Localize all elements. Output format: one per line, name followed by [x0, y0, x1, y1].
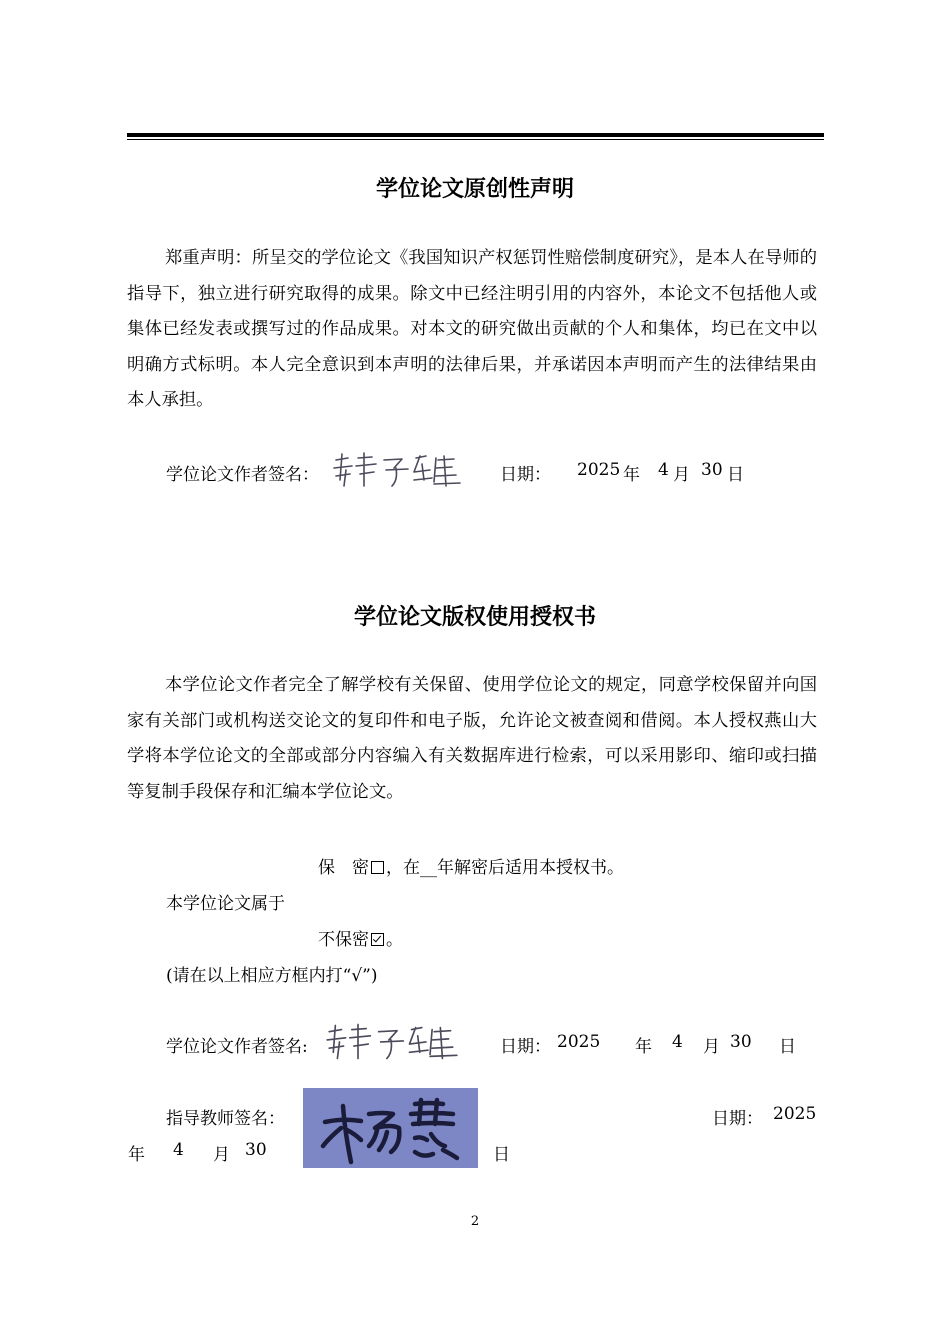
option-public-label: 不保密: [318, 930, 369, 950]
option-public: [318, 925, 403, 950]
authorization-author-signature: [323, 1020, 463, 1066]
authorization-month-unit: 月: [703, 1037, 720, 1057]
declaration-day: 30: [701, 460, 723, 480]
header-rule-thick: [127, 133, 824, 137]
authorization-author-label: 学位论文作者签名:: [166, 1037, 308, 1057]
authorization-year: 2025: [557, 1032, 601, 1052]
authorization-year-unit: 年: [635, 1037, 652, 1057]
check-instruction: (请在以上相应方框内打“√”): [166, 966, 378, 986]
declaration-year: 2025: [577, 460, 621, 480]
declaration-title: 学位论文原创性声明: [375, 177, 574, 202]
advisor-date-label: 日期：: [712, 1109, 763, 1129]
secret-checkbox[interactable]: [371, 861, 384, 874]
header-rule-thin: [127, 139, 824, 140]
authorization-month: 4: [672, 1032, 683, 1052]
advisor-label: 指导教师签名：: [166, 1109, 285, 1129]
declaration-body: 郑重声明：所呈交的学位论文《我国知识产权惩罚性赔偿制度研究》，是本人在导师的指导下，独立进行研究取得的成果。除文中已经注明引用的内容外，本论文不包括他人或集体已经发表或撰写过的作品成果。对本文的研究做出贡献的个人和集体，均已在文中以明确方式标明。本人完全意识到本声明的法律后果，并承诺因本声明而产生的法律结果由本人承担。: [127, 248, 817, 410]
authorization-date-label: 日期：: [500, 1037, 551, 1057]
option-secret: [318, 853, 624, 878]
declaration-author-label: 学位论文作者签名：: [166, 465, 319, 485]
page-number: 2: [470, 1214, 480, 1229]
declaration-day-unit: 日: [727, 465, 744, 485]
public-checkbox-checked[interactable]: [371, 933, 384, 946]
authorization-body: 本学位论文作者完全了解学校有关保留、使用学位论文的规定，同意学校保留并向国家有关部门或机构送交论文的复印件和电子版，允许论文被查阅和借阅。本人授权燕山大学将本学位论文的全部或部分内容编入有关数据库进行检索，可以采用影印、缩印或扫描等复制手段保存和汇编本学位论文。: [127, 675, 817, 802]
authorization-day: 30: [730, 1032, 752, 1052]
declaration-month-unit: 月: [673, 465, 690, 485]
advisor-year-unit: 年: [128, 1145, 145, 1165]
option-secret-label: 保 密: [318, 858, 369, 878]
declaration-month: 4: [658, 460, 669, 480]
option-public-tail: 。: [386, 930, 403, 950]
option-secret-tail: ，在__年解密后适用本授权书。: [386, 858, 624, 878]
advisor-day: 30: [245, 1140, 267, 1160]
advisor-month-unit: 月: [213, 1145, 230, 1165]
authorization-day-unit: 日: [779, 1037, 796, 1057]
advisor-year: 2025: [773, 1104, 817, 1124]
belongs-label: 本学位论文属于: [166, 894, 285, 914]
declaration-date-label: 日期：: [500, 465, 551, 485]
authorization-title: 学位论文版权使用授权书: [353, 605, 596, 630]
advisor-month: 4: [173, 1140, 184, 1160]
declaration-author-signature: [330, 450, 466, 492]
advisor-signature-image: [303, 1088, 478, 1168]
advisor-day-unit: 日: [493, 1145, 510, 1165]
declaration-year-unit: 年: [623, 465, 640, 485]
